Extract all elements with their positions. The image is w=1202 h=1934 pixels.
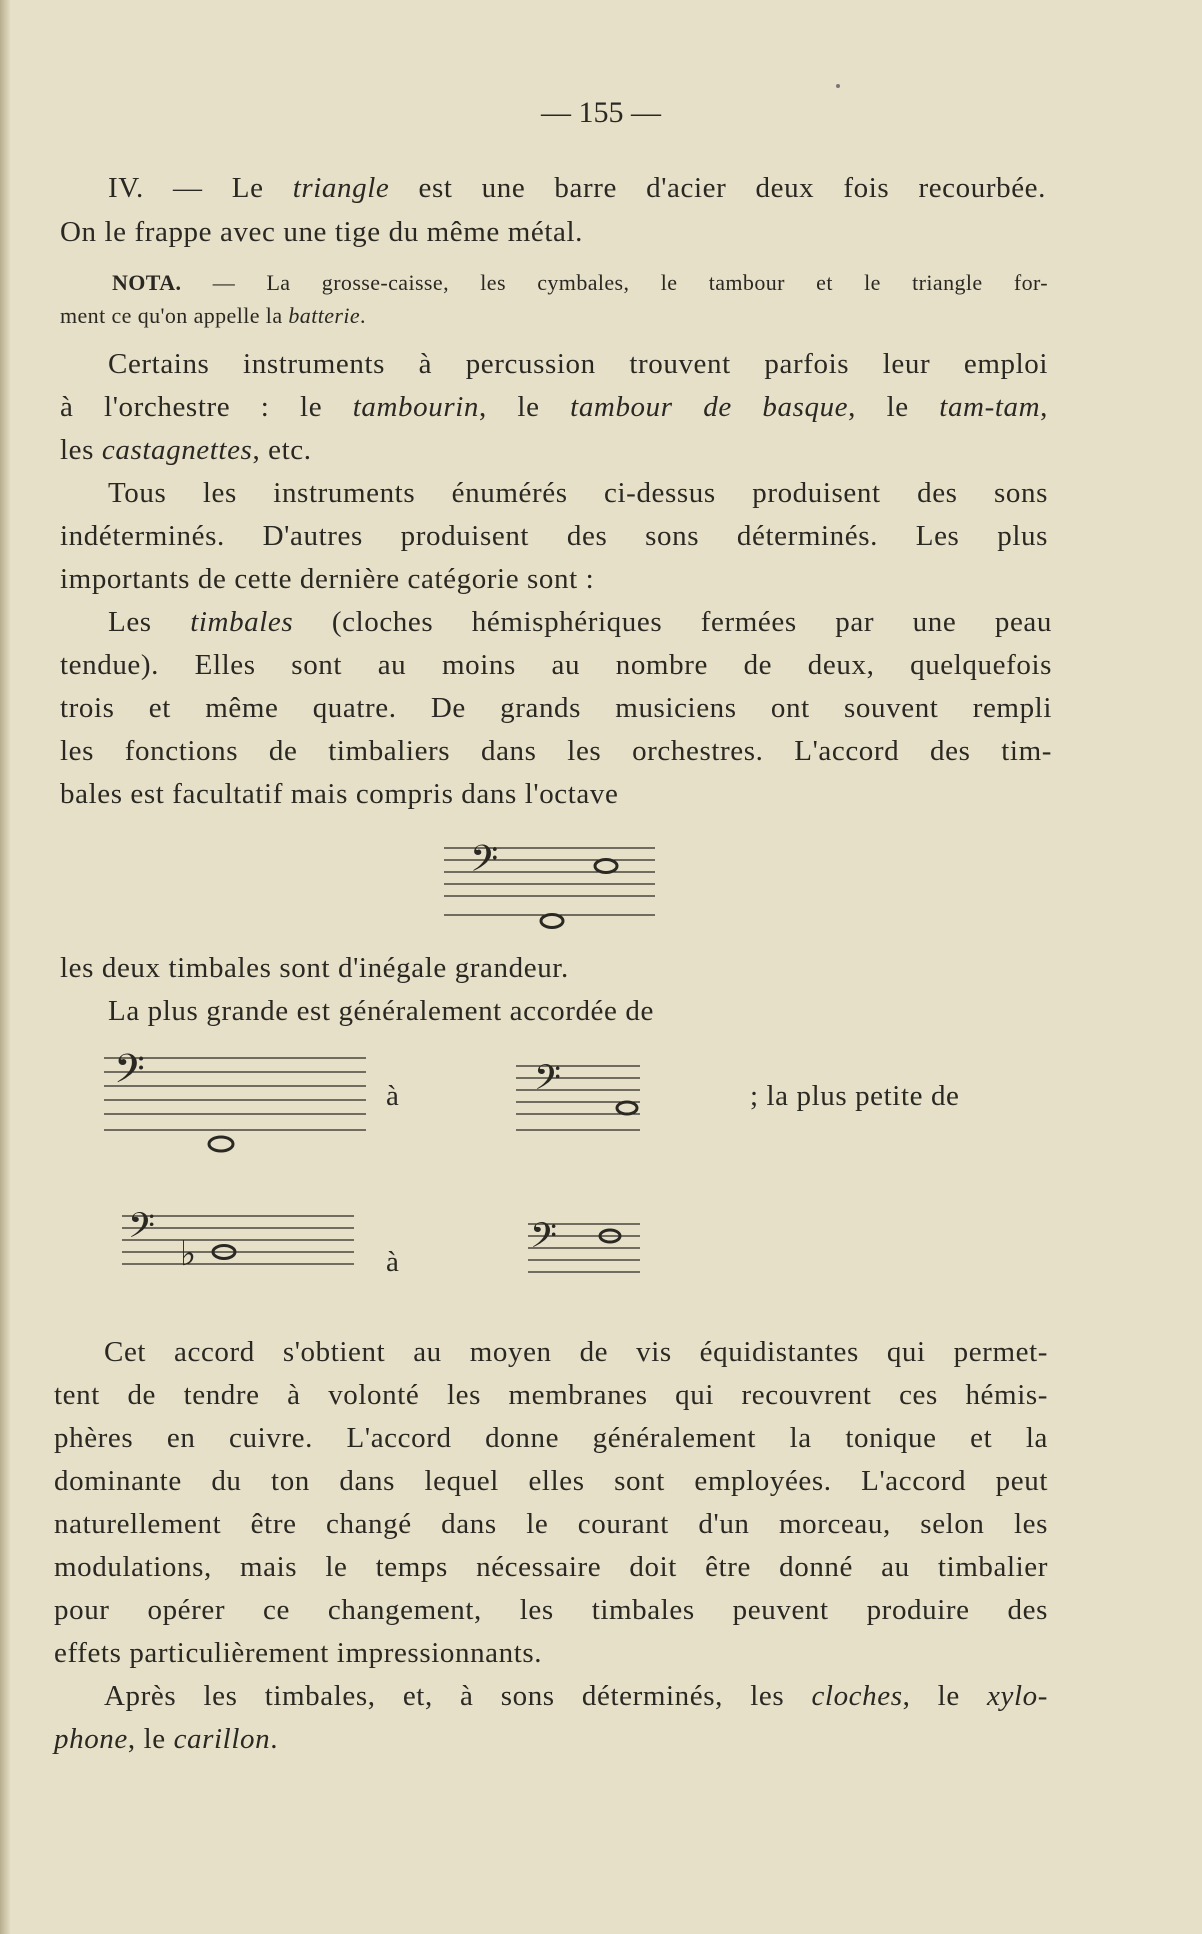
bass-clef-icon: 𝄢 <box>534 1062 562 1106</box>
p1-line-2: On le frappe avec une tige du même métal. <box>60 216 584 248</box>
range-text-smaller-intro: ; la plus petite de <box>750 1080 960 1112</box>
flat-icon: ♭ <box>180 1234 197 1274</box>
range-word-a-2: à <box>386 1246 400 1278</box>
p3-line-1: Tous les instruments énumérés ci-dessus produisent des sons <box>108 477 1048 509</box>
p4-line-2: tendue). Elles sont au moins au nombre de deux, quelquefois <box>60 649 1052 681</box>
bass-clef-icon: 𝄢 <box>470 840 499 889</box>
whole-note-upper <box>595 860 617 873</box>
p1-line-1: IV. — Le triangle est une barre d'acier deux fois recourbée. <box>108 172 1046 204</box>
p4-line-4: les fonctions de timbaliers dans les orchestres. L'accord des tim- <box>60 735 1052 767</box>
whole-note <box>617 1102 637 1114</box>
music-octave-example <box>440 840 660 930</box>
p6-line-3: phères en cuivre. L'accord donne généralement la tonique et la <box>54 1422 1048 1454</box>
whole-note <box>209 1137 233 1151</box>
p3-line-2: indéterminés. D'autres produisent des sons déterminés. Les plus <box>60 520 1048 552</box>
bass-clef-icon: 𝄢 <box>114 1052 145 1102</box>
whole-note-lower <box>541 915 563 928</box>
p4-line-3: trois et même quatre. De grands musiciens ont souvent rempli <box>60 692 1052 724</box>
bass-clef-icon: 𝄢 <box>530 1218 558 1264</box>
p2-line-3: les castagnettes, etc. <box>60 434 312 466</box>
p6-line-6: modulations, mais le temps nécessaire doit être donné au timbalier <box>54 1551 1048 1583</box>
music-larger-timbale-high <box>512 1062 644 1142</box>
p2-line-1: Certains instruments à percussion trouvent parfois leur emploi <box>108 348 1048 380</box>
p2-line-2: à l'orchestre : le tambourin, le tambour de basque, le tam-tam, <box>60 391 1049 423</box>
p6-line-8: effets particulièrement impressionnants. <box>54 1637 543 1669</box>
p6-line-4: dominante du ton dans lequel elles sont employées. L'accord peut <box>54 1465 1048 1497</box>
p6-line-2: tent de tendre à volonté les membranes qui recouvrent ces hémis- <box>54 1379 1048 1411</box>
bass-clef-icon: 𝄢 <box>128 1210 156 1254</box>
p5-line-1: les deux timbales sont d'inégale grandeur. <box>60 952 569 984</box>
music-smaller-timbale-high <box>524 1218 644 1296</box>
page-number: — 155 — <box>541 96 661 129</box>
music-smaller-timbale-low <box>118 1210 358 1288</box>
range-word-a-1: à <box>386 1080 400 1112</box>
p7-line-2: phone, le carillon. <box>54 1723 279 1755</box>
p5-line-2: La plus grande est généralement accordée de <box>108 995 654 1027</box>
nota-line-1: NOTA. — La grosse-caisse, les cymbales, le tambour et le triangle for- <box>112 270 1048 295</box>
page-gutter-shadow <box>0 0 10 1934</box>
p7-line-1: Après les timbales, et, à sons déterminés, les cloches, le xylo- <box>104 1680 1048 1712</box>
p6-line-1: Cet accord s'obtient au moyen de vis équidistantes qui permet- <box>104 1336 1048 1368</box>
nota-line-2: ment ce qu'on appelle la batterie. <box>60 303 366 328</box>
print-speck <box>836 84 840 88</box>
music-larger-timbale-low <box>100 1052 372 1162</box>
p4-line-5: bales est facultatif mais compris dans l'octave <box>60 778 619 810</box>
p4-line-1: Les timbales (cloches hémisphériques fermées par une peau <box>108 606 1052 638</box>
p6-line-7: pour opérer ce changement, les timbales peuvent produire des <box>54 1594 1048 1626</box>
p6-line-5: naturellement être changé dans le courant d'un morceau, selon les <box>54 1508 1048 1540</box>
p3-line-3: importants de cette dernière catégorie sont : <box>60 563 595 595</box>
